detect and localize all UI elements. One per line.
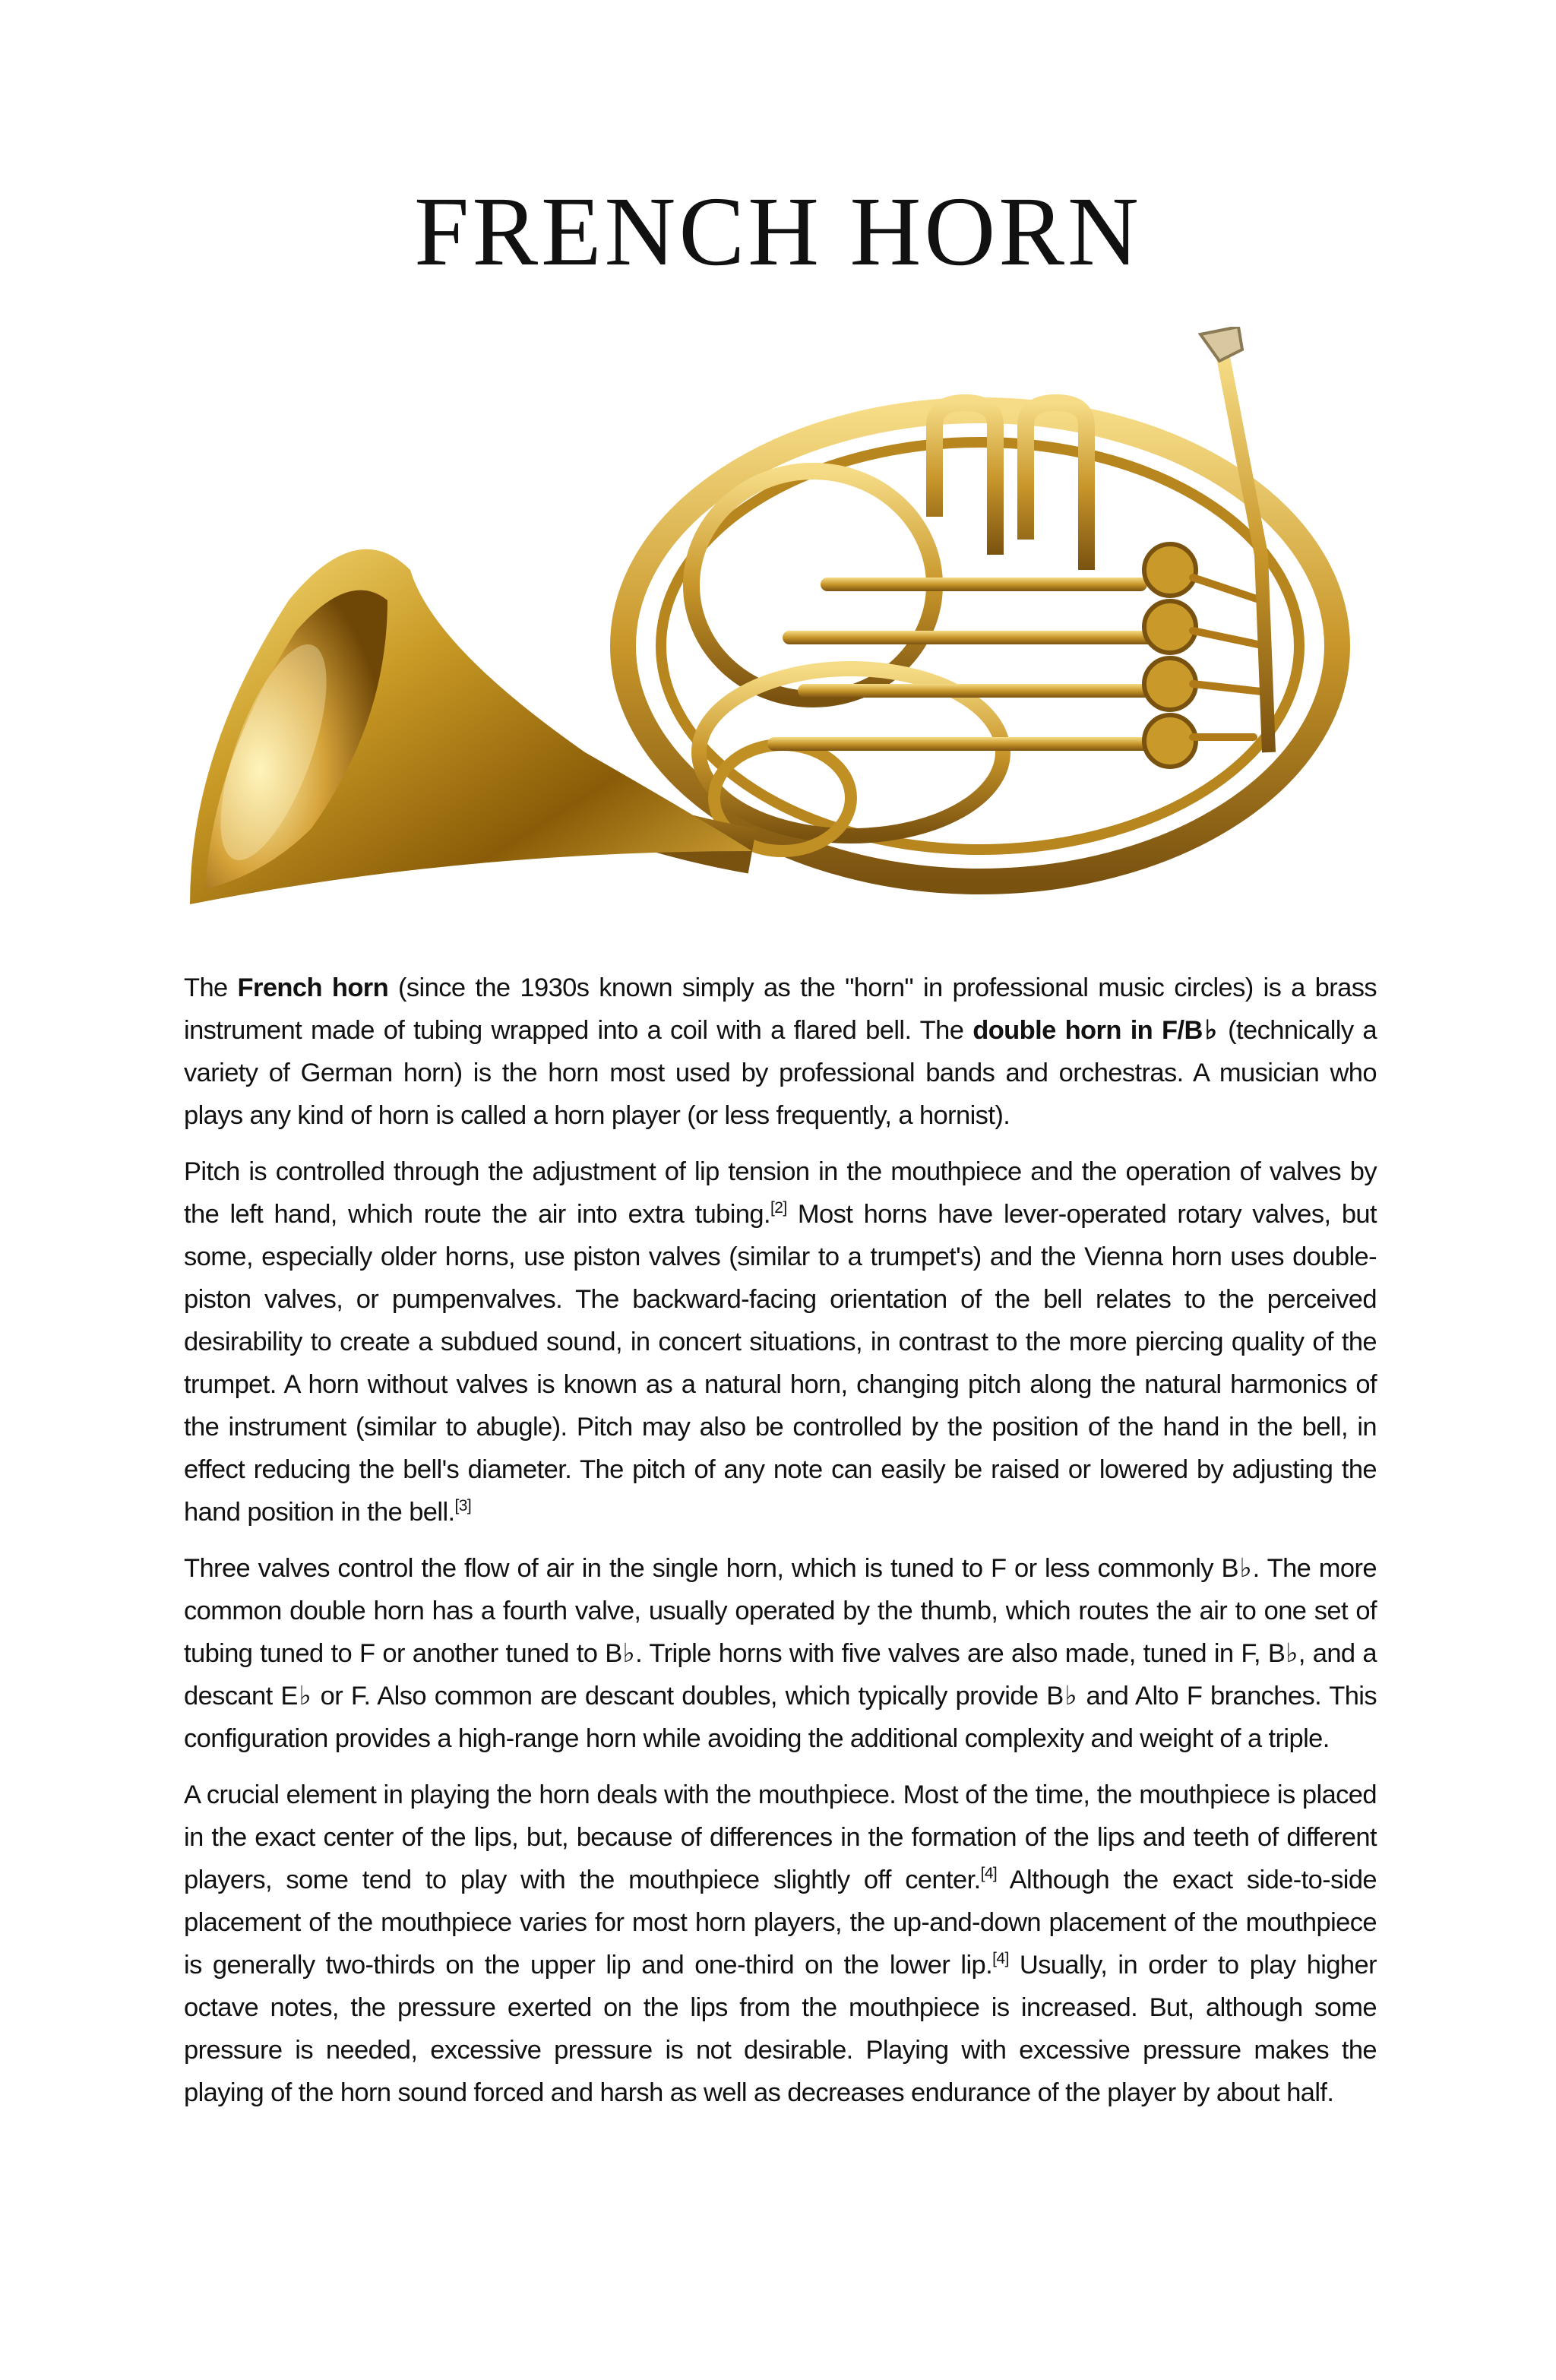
text-run: Three valves control the flow of air in the single horn, which is tuned to F or less commonly B♭. The more common double horn has a fourth valve, usually operated by the thumb, which routes the air to one set of tubing tuned to F or another tuned to B♭. Triple horns with five valves are also made, tuned in F, B♭, and a descant E♭ or F. Also common are descant doubles, which typically provide B♭ and Alto F branches. This configuration provides a high-range horn while avoiding the additional complexity and weight of a triple. bbox=[184, 1554, 1377, 1753]
bold-term-double-horn: double horn in F/B♭ bbox=[972, 1016, 1219, 1045]
paragraph-2 bbox=[184, 1150, 1377, 1533]
citation-ref[interactable]: [4] bbox=[980, 1865, 998, 1882]
text-run: A crucial element in playing the horn deals with the mouthpiece. Most of the time, the mouthpiece is placed in the exact center of the lips, but, because of differences in the formation of the lips and teeth of different players, some tend to play with the mouthpiece slightly off center. bbox=[184, 1780, 1377, 1894]
paragraph-1 bbox=[184, 967, 1377, 1137]
text-run: Pitch is controlled through the adjustment of lip tension in the mouthpiece and the operation of valves by the left hand, which route the air into extra tubing. bbox=[184, 1157, 1377, 1229]
text-run: Most horns have lever-operated rotary valves, but some, especially older horns, use piston valves (similar to a trumpet's) and the Vienna horn uses double-piston valves, or pumpenvalves. The backward-facing orientation of the bell relates to the perceived desirability to create a subdued sound, in concert situations, in contrast to the more piercing quality of the trumpet. A horn without valves is known as a natural horn, changing pitch along the natural harmonics of the instrument (similar to abugle). Pitch may also be controlled by the position of the hand in the bell, in effect reducing the bell's diameter. The pitch of any note can easily be raised or lowered by adjusting the hand position in the bell. bbox=[184, 1200, 1377, 1527]
text-run: (technically a variety of German horn) is the horn most used by professional bands and orchestras. A musician who plays any kind of horn is called a horn player (or less frequently, a hornist). bbox=[184, 1016, 1377, 1130]
citation-ref[interactable]: [2] bbox=[770, 1199, 787, 1217]
text-run: Usually, in order to play higher octave notes, the pressure exerted on the lips from the mouthpiece is increased. But, although some pressure is needed, excessive pressure is not desirable. Playing with excessive pressure makes the playing of the horn sound forced and harsh as well as decreases endurance of the player by about half. bbox=[184, 1951, 1377, 2107]
text-run: The bbox=[184, 973, 238, 1002]
text-run: (since the 1930s known simply as the "horn" in professional music circles) is a brass instrument made of tubing wrapped into a coil with a flared bell. The bbox=[184, 973, 1377, 1045]
bold-term-french-horn: French horn bbox=[237, 973, 389, 1002]
citation-ref[interactable]: [4] bbox=[992, 1950, 1009, 1967]
citation-ref[interactable]: [3] bbox=[454, 1497, 472, 1514]
page-title: FRENCH HORN bbox=[414, 177, 1142, 286]
text-run: Although the exact side-to-side placement of the mouthpiece varies for most horn players, the up-and-down placement of the mouthpiece is generally two-thirds on the upper lip and one-third on the lower lip. bbox=[184, 1866, 1377, 1980]
paragraph-4 bbox=[184, 1774, 1377, 2114]
article-body bbox=[184, 967, 1377, 2128]
paragraph-3 bbox=[184, 1547, 1377, 1760]
french-horn-photo bbox=[160, 327, 1390, 935]
